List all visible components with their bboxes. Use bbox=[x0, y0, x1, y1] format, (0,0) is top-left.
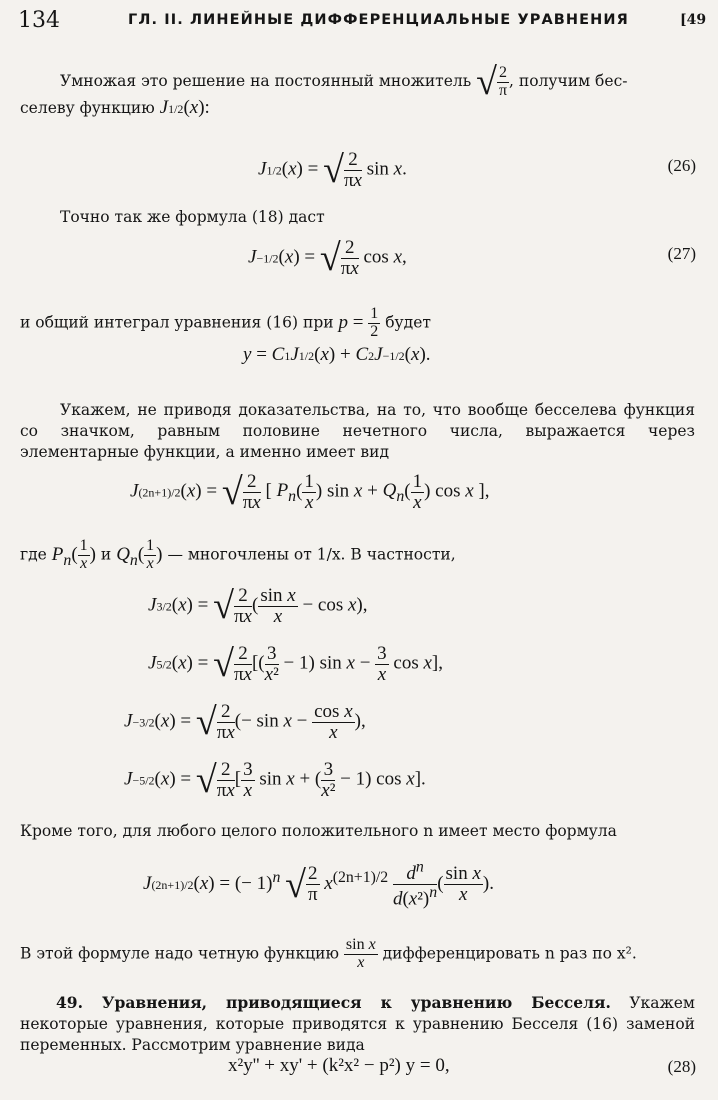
equation-27-label: (27) bbox=[667, 244, 696, 263]
equation-general-bessel: J(2n+1)/2(x) = √ $\frac{2}{\pi x}$ [ $P_n$( $\frac{1}{x}$ ) $\sin x + Q_n$( $\frac{1}{x}$ ) cos x ], bbox=[130, 470, 490, 513]
paragraph-6: Кроме того, для любого целого положительного n имеет место формула bbox=[20, 822, 617, 840]
paragraph-2: Точно так же формула (18) даст bbox=[60, 208, 325, 226]
equation-27: J−1/2(x) = √ $\frac{2}{\pi x}$ cos x, bbox=[248, 236, 407, 279]
paragraph-7: В этой формуле надо четную функцию $\frac{\text{sin x}}{x}$ дифференцировать n раз по x². bbox=[20, 936, 637, 971]
paragraph-4: Укажем, не приводя доказательства, на то, что вообще бесселева функция со значком, равным половине нечетного числа, выражается через элементарные функции, а именно имеет вид bbox=[20, 401, 695, 461]
section-49-title: 49. Уравнения, приводящиеся к уравнению Бесселя. bbox=[56, 993, 611, 1012]
equation-j-minus-5-2: J−5/2(x) = √ $\frac{2}{\pi x}$ [ $\frac{3}{x}$ sin x + ( $\frac{3}{\text{x²}}$ − 1) cos x]. bbox=[124, 758, 426, 801]
page-number: 134 bbox=[18, 8, 60, 33]
section-49-paragraph: 49. Уравнения, приводящиеся к уравнению Бесселя. Укажем некоторые уравнения, которые приводятся к уравнению Бесселя (16) заменой переменных. Рассмотрим уравнение вида bbox=[20, 993, 695, 1054]
equation-26: J1/2(x) = √ $\frac{2}{\pi x}$ sin x. bbox=[258, 148, 407, 191]
equation-28-label: (28) bbox=[667, 1057, 696, 1076]
equation-j-3-2: J3/2(x) = √ $\frac{2}{\pi x}$ ( $\frac{\text{sin x}}{x}$ − cos x), bbox=[148, 584, 368, 627]
equation-derivative-formula: J(2n+1)/2(x) = (− 1)$^n$ √ $\frac{2}{\pi}$ $x^{(2n+1)/2}$ $\frac{d^n}{d(x^2)^n}$ ( $\frac{\text{sin x}}{x}$ ). bbox=[143, 859, 494, 910]
general-solution: y = C1J1/2(x) + C2J−1/2(x). bbox=[243, 344, 431, 365]
section-reference: [49 bbox=[680, 12, 707, 28]
equation-j-5-2: J5/2(x) = √ $\frac{2}{\pi x}$ [( $\frac{3}{\text{x²}}$ − 1) sin x − $\frac{3}{x}$ cos x], bbox=[148, 642, 443, 685]
equation-26-label: (26) bbox=[667, 156, 696, 175]
paragraph-1-line-b: селеву функцию J1/2(x): bbox=[20, 97, 210, 118]
paragraph-3: и общий интеграл уравнения (16) при p = $\frac{1}{2}$ будет bbox=[20, 305, 431, 340]
paragraph-5: где $P_n$( $\frac{1}{x}$ ) и $Q_n$( $\frac{1}{x}$ ) — многочлены от 1/x. В частности, bbox=[20, 537, 456, 572]
paragraph-1-line-a: Умножая это решение на постоянный множитель √ $\frac{2}{\pi}$ , получим бес- bbox=[60, 61, 628, 103]
equation-28: x²y'' + xy' + (k²x² − p²) y = 0, bbox=[228, 1055, 450, 1076]
equation-j-minus-3-2: J−3/2(x) = √ $\frac{2}{\pi x}$ (− sin x − $\frac{\text{cos x}}{x}$ ), bbox=[124, 700, 366, 743]
chapter-title: ГЛ. II. ЛИНЕЙНЫЕ ДИФФЕРЕНЦИАЛЬНЫЕ УРАВНЕНИЯ bbox=[128, 12, 629, 28]
